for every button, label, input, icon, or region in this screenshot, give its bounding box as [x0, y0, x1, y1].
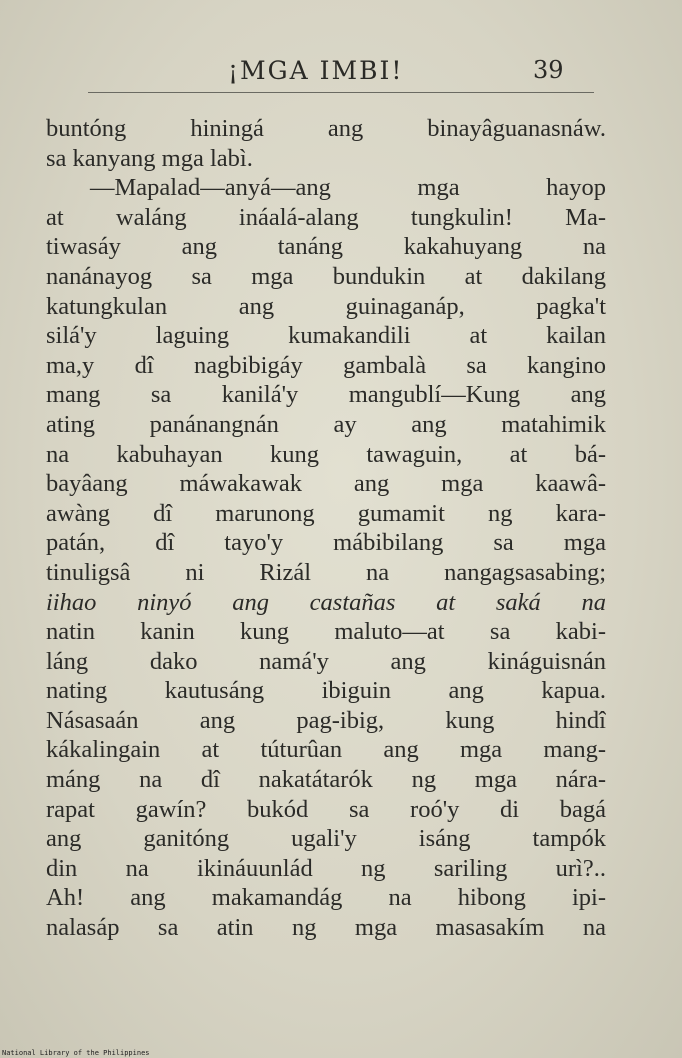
text-line: natin kanin kung maluto—at sa kabi-	[46, 618, 606, 646]
header-rule	[88, 92, 594, 93]
text-line: nanánayog sa mga bundukin at dakilang	[46, 262, 606, 290]
text-line: kákalingain at túturûan ang mga mang-	[46, 736, 606, 764]
text-line: sa kanyang mga labì.	[46, 144, 253, 172]
text-line: rapat gawín? bukód sa roó'y di bagá	[46, 795, 606, 823]
library-credit: National Library of the Philippines	[2, 1049, 150, 1057]
text-line: patán, dî tayo'y mábibilang sa mga	[46, 529, 606, 557]
text-line: na kabuhayan kung tawaguin, at bá-	[46, 440, 606, 468]
text-line: nalasáp sa atin ng mga masasakím na	[46, 914, 606, 942]
text-line: láng dako namá'y ang kináguisnán	[46, 647, 606, 675]
running-title: ¡MGA IMBI!	[228, 56, 404, 85]
body-text	[46, 114, 606, 943]
text-line: máng na dî nakatátarók ng mga nára-	[46, 766, 606, 794]
text-line: ating panánangnán ay ang matahimik	[46, 410, 606, 438]
text-line: iihao ninyó ang castañas at saká na	[46, 588, 606, 616]
text-line: Násasaán ang pag-ibig, kung hindî	[46, 706, 606, 734]
text-line: nating kautusáng ibiguin ang kapua.	[46, 677, 606, 705]
text-line: ang ganitóng ugali'y isáng tampók	[46, 825, 606, 853]
text-line: Ah! ang makamandág na hibong ipi-	[46, 884, 606, 912]
page-number: 39	[533, 56, 564, 84]
text-line: bayâang máwakawak ang mga kaawâ-	[46, 470, 606, 498]
text-line: buntóng hiningá ang binayâguanasnáw.	[46, 115, 606, 142]
text-line: tinuligsâ ni Rizál na nangagsasabing;	[46, 558, 606, 586]
text-line: awàng dî marunong gumamit ng kara-	[46, 499, 606, 527]
text-line: katungkulan ang guinaganáp, pagka't	[46, 292, 606, 320]
text-line: at waláng ináalá-alang tungkulin! Ma-	[46, 203, 606, 231]
text-line: din na ikináuunlád ng sariling urì?..	[46, 854, 606, 882]
text-line: silá'y laguing kumakandili at kailan	[46, 322, 606, 350]
text-line: ma,y dî nagbibigáy gambalà sa kangino	[46, 351, 606, 379]
page-header	[0, 52, 682, 92]
text-line: —Mapalad—anyá—ang mga hayop	[90, 174, 606, 202]
text-line: tiwasáy ang tanáng kakahuyang na	[46, 233, 606, 261]
text-line: mang sa kanilá'y mangublí—Kung ang	[46, 381, 606, 409]
